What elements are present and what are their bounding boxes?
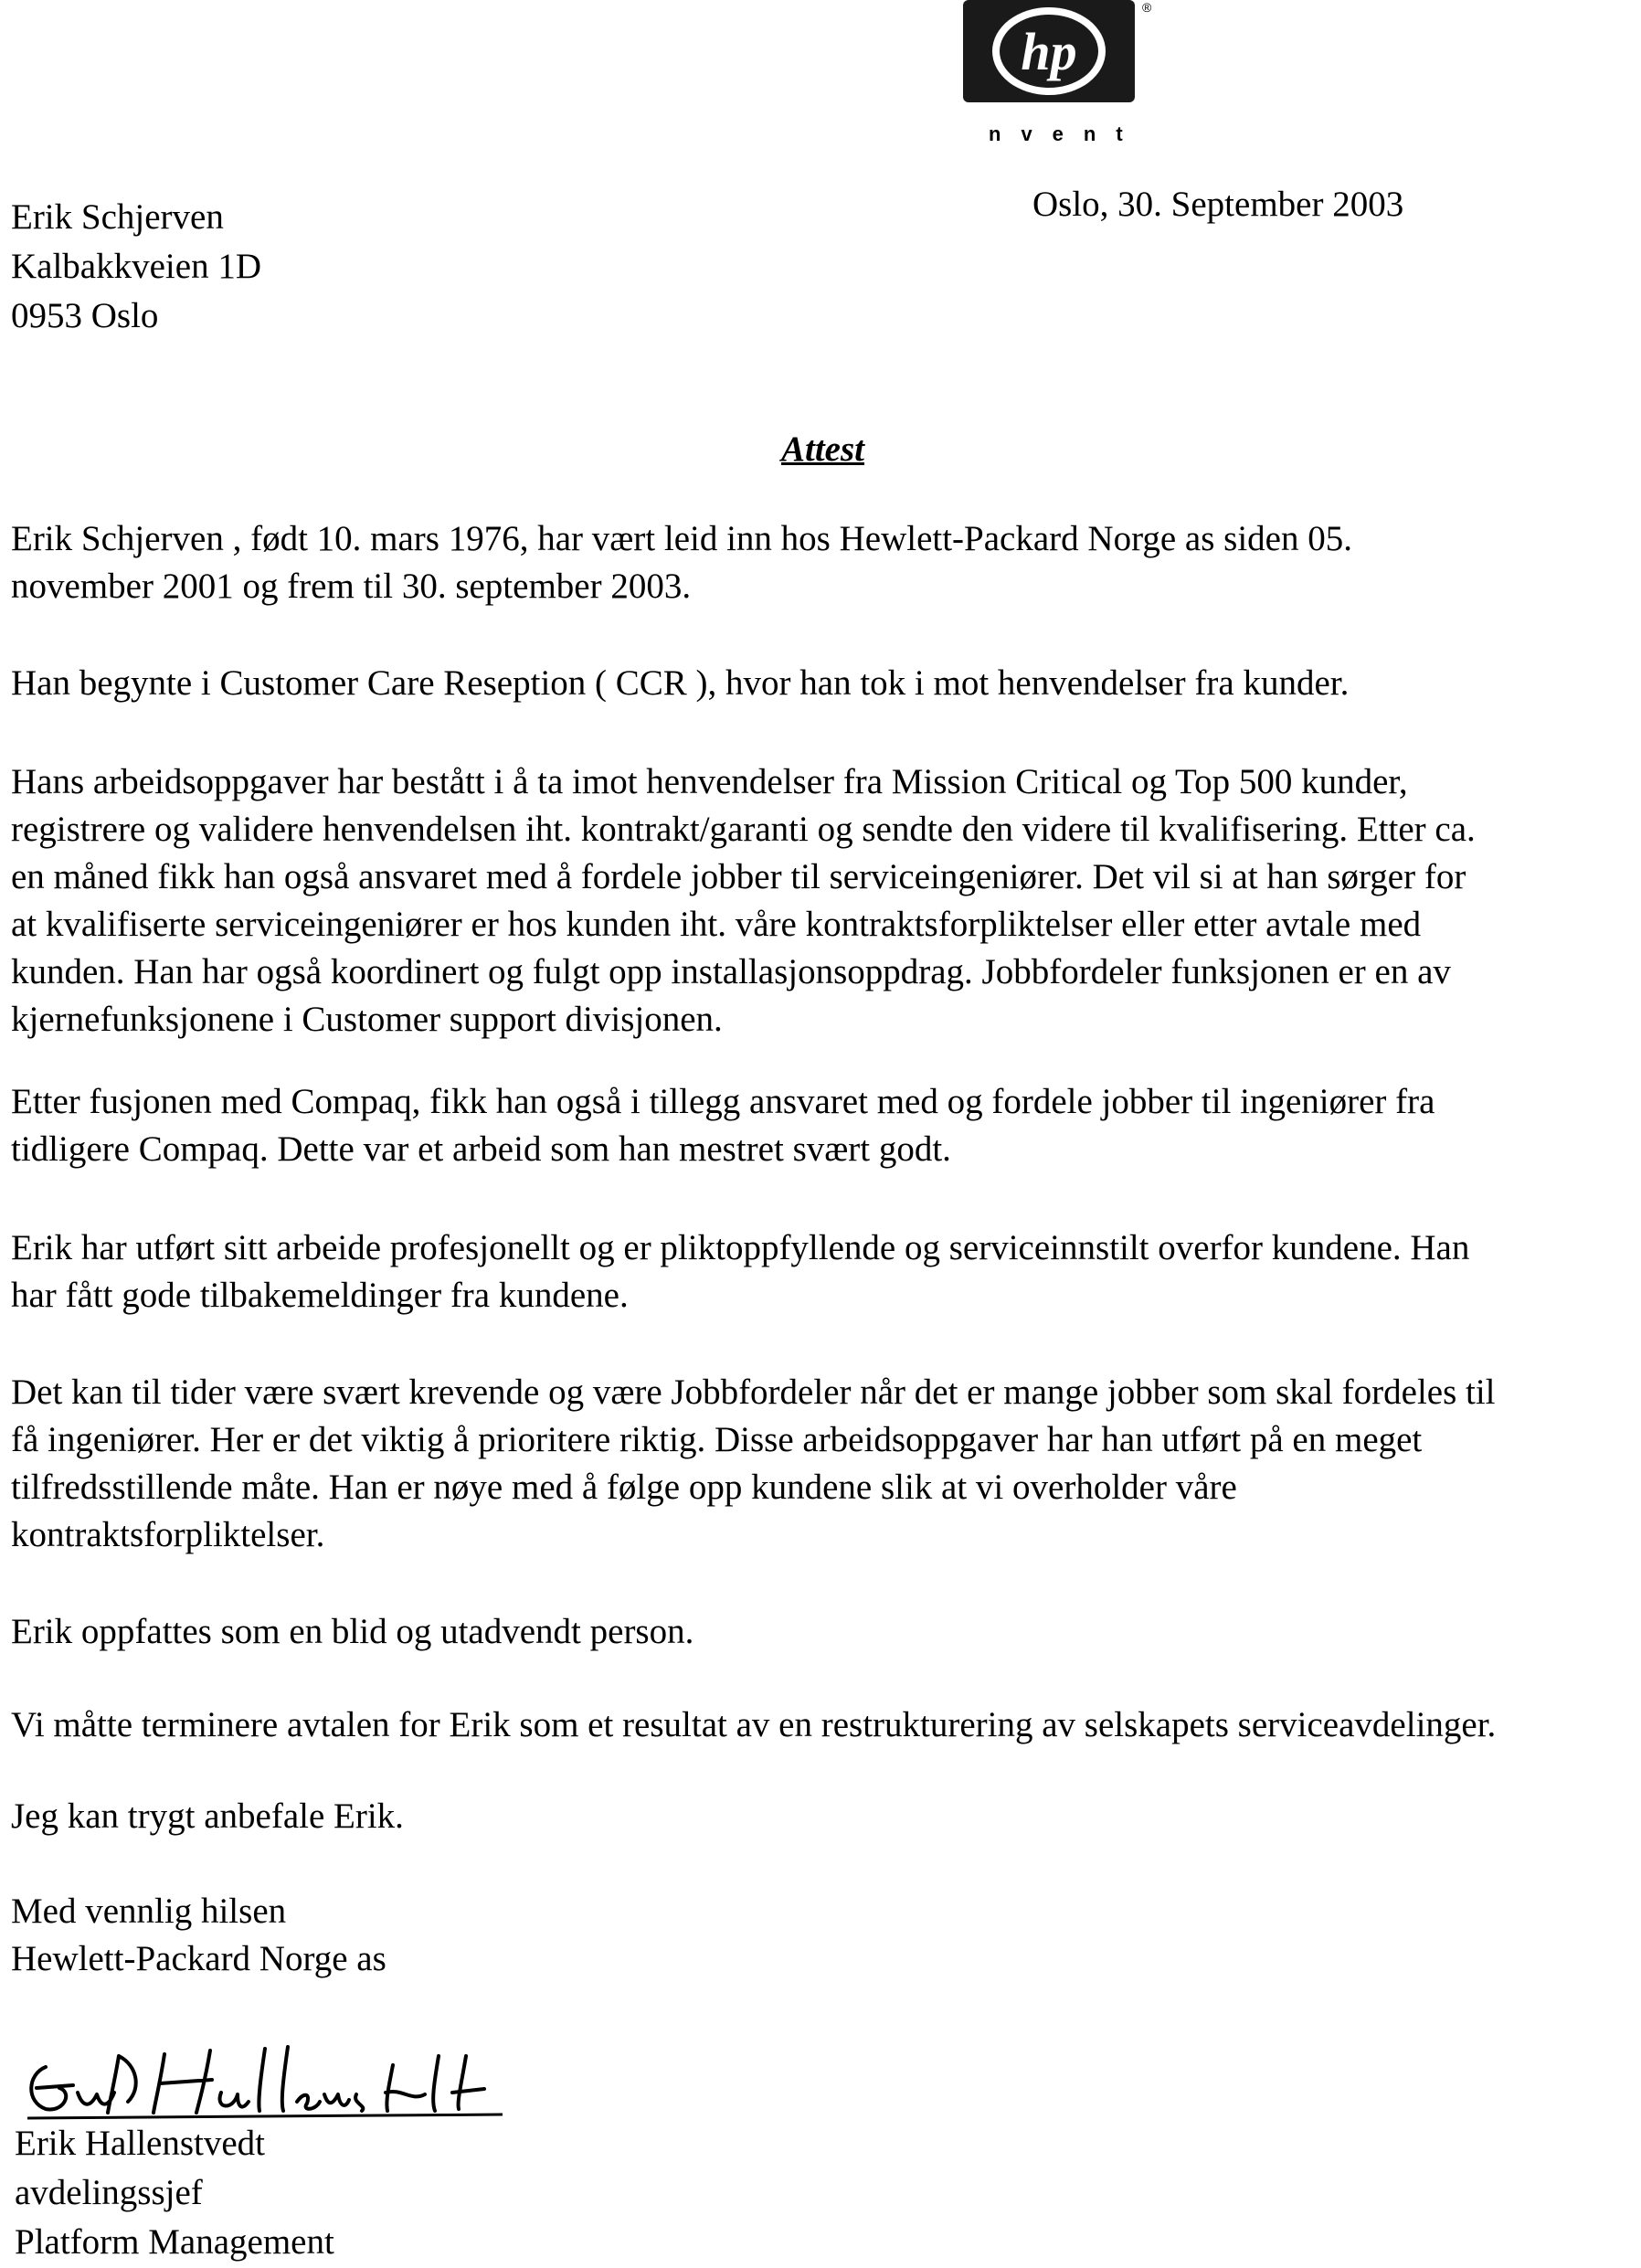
signer-block: [15, 2120, 334, 2268]
paragraph-line: en måned fikk han også ansvaret med å fordele jobber til serviceingeniører. Det vil si at han sørger for: [11, 857, 1466, 896]
paragraph-line: Jeg kan trygt anbefale Erik.: [11, 1796, 404, 1836]
paragraph-termination: [11, 1701, 1633, 1749]
hp-logo-text: hp: [1021, 22, 1077, 81]
paragraph-line: tilfredsstillende måte. Han er nøye med å følge opp kundene slik at vi overholder våre: [11, 1468, 1237, 1507]
hp-logo-mark: [963, 0, 1135, 102]
paragraph-line: få ingeniører. Her er det viktig å prioritere riktig. Disse arbeidsoppgaver har han utført på en meget: [11, 1420, 1423, 1459]
signer-role: avdelingssjef: [15, 2173, 203, 2212]
sender-address: [11, 194, 261, 342]
letter-title: Attest: [781, 429, 865, 469]
paragraph-compaq: [11, 1078, 1633, 1173]
paragraph-recommendation: [11, 1793, 1633, 1840]
letter-date: Oslo, 30. September 2003: [1032, 185, 1404, 224]
paragraph-line: tidligere Compaq. Dette var et arbeid som han mestret svært godt.: [11, 1129, 951, 1169]
paragraph-line: kjernefunksjonene i Customer support divisjonen.: [11, 1000, 723, 1039]
paragraph-duties: [11, 758, 1633, 1044]
handwritten-signature: [9, 2038, 521, 2129]
paragraph-line: Etter fusjonen med Compaq, fikk han også i tillegg ansvaret med og fordele jobber til ingeniører fra: [11, 1082, 1435, 1121]
paragraph-line: Erik har utført sitt arbeide profesjonellt og er pliktoppfyllende og serviceinnstilt overfor kundene. Han: [11, 1228, 1470, 1267]
hp-logo-box: [963, 0, 1135, 102]
registered-mark: ®: [1142, 0, 1152, 15]
closing-greeting: Med vennlig hilsen: [11, 1892, 287, 1931]
paragraph-line: Vi måtte terminere avtalen for Erik som et resultat av en restrukturering av selskapets serviceavdelinger.: [11, 1705, 1497, 1744]
paragraph-line: Det kan til tider være svært krevende og være Jobbfordeler når det er mange jobber som skal fordeles til: [11, 1372, 1496, 1412]
sender-city: 0953 Oslo: [11, 296, 159, 335]
paragraph-line: Erik Schjerven , født 10. mars 1976, har vært leid inn hos Hewlett-Packard Norge as siden 05.: [11, 519, 1352, 558]
paragraph-line: kontraktsforpliktelser.: [11, 1515, 325, 1554]
paragraph-employment: [11, 515, 1633, 610]
closing-company: Hewlett-Packard Norge as: [11, 1939, 386, 1978]
paragraph-line: kunden. Han har også koordinert og fulgt opp installasjonsoppdrag. Jobbfordeler funksjonen er en av: [11, 952, 1451, 991]
hp-logo: [963, 0, 1152, 111]
paragraph-line: registrere og validere henvendelsen iht. kontrakt/garanti og sendte den videre til kvalifisering. Etter ca.: [11, 810, 1476, 849]
sender-name: Erik Schjerven: [11, 197, 224, 237]
signer-name: Erik Hallenstvedt: [15, 2124, 266, 2163]
paragraph-line: Erik oppfattes som en blid og utadvendt person.: [11, 1612, 694, 1651]
paragraph-personality: [11, 1608, 1633, 1656]
paragraph-line: at kvalifiserte serviceingeniører er hos kunden iht. våre kontraktsforpliktelser eller etter avtale med: [11, 905, 1422, 944]
closing: [11, 1888, 1633, 1983]
paragraph-ccr: [11, 660, 1633, 707]
signer-department: Platform Management: [15, 2222, 334, 2262]
paragraph-line: november 2001 og frem til 30. september 2003.: [11, 567, 692, 606]
paragraph-line: Han begynte i Customer Care Reseption ( CCR ), hvor han tok i mot henvendelser fra kunder.: [11, 663, 1350, 703]
paragraph-performance: [11, 1224, 1633, 1319]
sender-street: Kalbakkveien 1D: [11, 247, 261, 286]
paragraph-line: Hans arbeidsoppgaver har bestått i å ta imot henvendelser fra Mission Critical og Top 500 kunder,: [11, 762, 1408, 801]
paragraph-line: har fått gode tilbakemeldinger fra kundene.: [11, 1276, 629, 1315]
paragraph-demanding: [11, 1369, 1633, 1559]
logo-subtitle: nvent: [989, 122, 1143, 145]
